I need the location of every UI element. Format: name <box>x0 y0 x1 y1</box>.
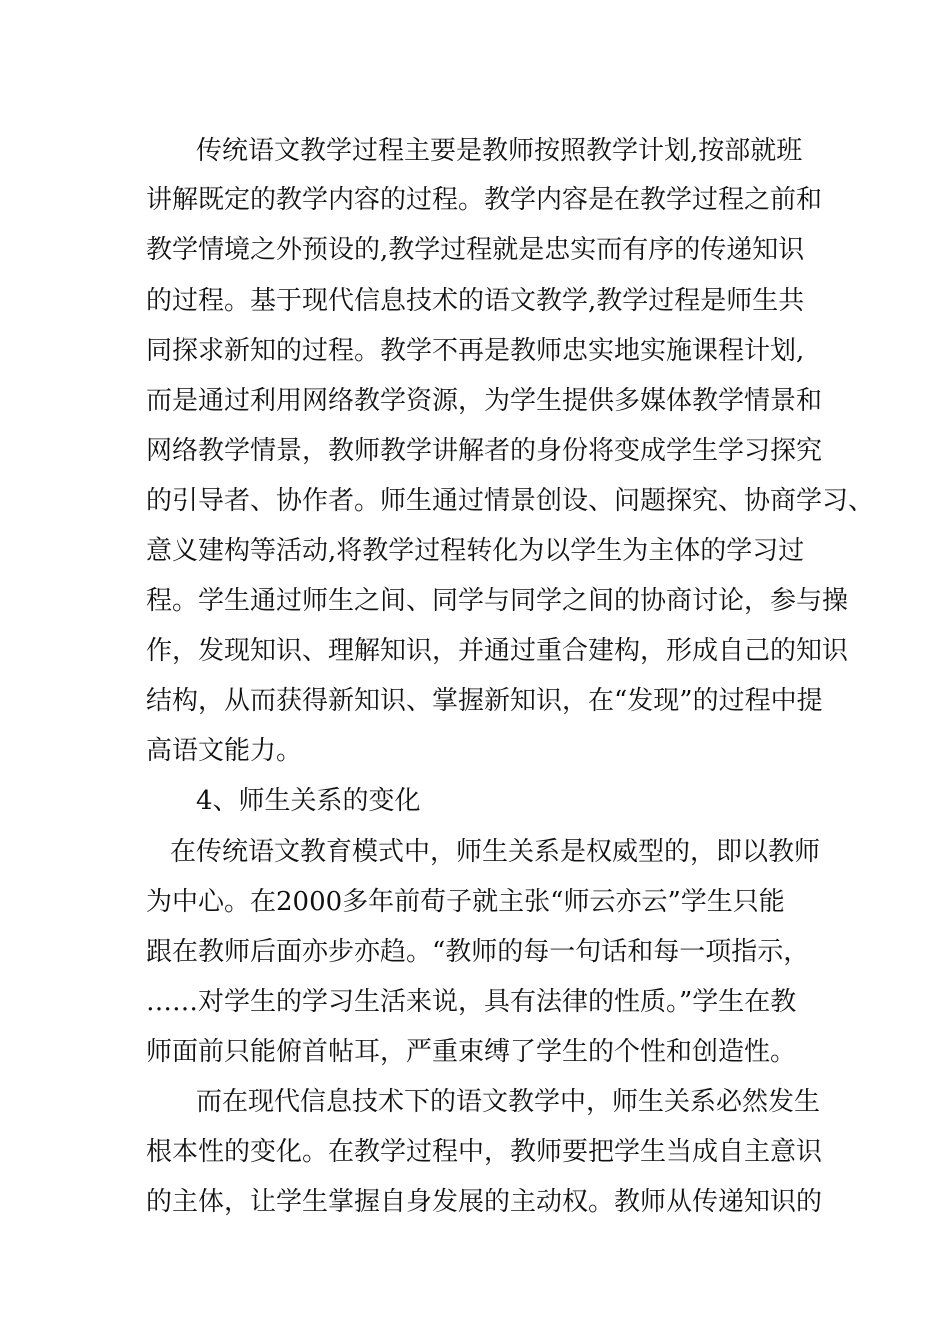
paragraph-1-line-7: 网络教学情景，教师教学讲解者的身份将变成学生学习探究 <box>146 436 823 466</box>
paragraph-1-line-6: 而是通过利用网络教学资源，为学生提供多媒体教学情景和 <box>146 386 823 416</box>
paragraph-2-line-3: 跟在教师后面亦步亦趋。“教师的每一句话和每一项指示， <box>146 937 810 967</box>
paragraph-1-line-11: 作，发现知识、理解知识，并通过重合建构，形成自己的知识 <box>146 636 849 666</box>
paragraph-1-line-4: 的过程。基于现代信息技术的语文教学,教学过程是师生共 <box>146 286 805 316</box>
paragraph-1-line-2: 讲解既定的教学内容的过程。教学内容是在教学过程之前和 <box>146 185 823 215</box>
section-heading: 4、师生关系的变化 <box>196 786 421 816</box>
paragraph-2-line-5: 师面前只能俯首帖耳，严重束缚了学生的个性和创造性。 <box>146 1037 797 1067</box>
paragraph-1-line-12: 结构，从而获得新知识、掌握新知识，在“发现”的过程中提 <box>146 686 823 716</box>
paragraph-1-line-13: 高语文能力。 <box>146 736 303 766</box>
paragraph-2-line-4: ……对学生的学习生活来说，具有法律的性质。”学生在教 <box>146 987 797 1017</box>
paragraph-2-line-1: 在传统语文教育模式中，师生关系是权威型的，即以教师 <box>170 837 821 867</box>
paragraph-1-line-5: 同探求新知的过程。教学不再是教师忠实地实施课程计划, <box>146 336 805 366</box>
paragraph-3-line-3: 的主体，让学生掌握自身发展的主动权。教师从传递知识的 <box>146 1187 823 1217</box>
paragraph-3-line-1: 而在现代信息技术下的语文教学中，师生关系必然发生 <box>196 1087 821 1117</box>
paragraph-3-line-2: 根本性的变化。在教学过程中，教师要把学生当成自主意识 <box>146 1137 823 1167</box>
paragraph-1-line-9: 意义建构等活动,将教学过程转化为以学生为主体的学习过 <box>146 536 805 566</box>
paragraph-1-line-10: 程。学生通过师生之间、同学与同学之间的协商讨论，参与操 <box>146 586 849 616</box>
paragraph-2-line-2: 为中心。在2000多年前荀子就主张“师云亦云”学生只能 <box>146 887 785 917</box>
paragraph-1-line-8: 的引导者、协作者。师生通过情景创设、问题探究、协商学习、 <box>146 486 875 516</box>
paragraph-1-line-3: 教学情境之外预设的,教学过程就是忠实而有序的传递知识 <box>146 235 805 265</box>
paragraph-1-line-1: 传统语文教学过程主要是教师按照教学计划,按部就班 <box>196 136 803 166</box>
